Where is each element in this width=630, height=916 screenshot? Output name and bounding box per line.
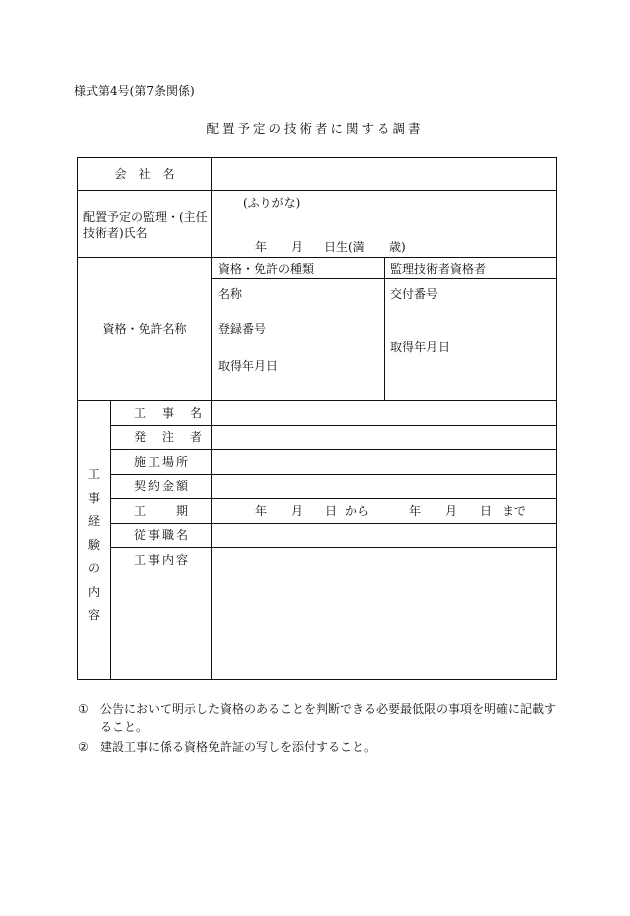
license-label: 資格・免許名称 — [102, 322, 187, 336]
issue-number-label: 交付番号 — [390, 287, 439, 301]
exp-line-5 — [111, 523, 557, 524]
label-divider — [211, 157, 212, 680]
row-label-location: 施工場所 — [134, 455, 191, 469]
license-col-divider — [384, 257, 385, 401]
client-field[interactable] — [213, 427, 555, 448]
birth-year-label: 年 — [255, 240, 268, 254]
company-name-field[interactable] — [213, 159, 555, 189]
exp-line-4 — [111, 498, 557, 499]
notes — [78, 700, 558, 756]
note-2: ② 建設工事に係る資格免許証の写しを添付すること。 — [78, 740, 377, 754]
birth-month-label: 月 — [291, 240, 304, 254]
row-label-work-content: 工事内容 — [134, 553, 191, 567]
license-type-header: 資格・免許の種類 — [218, 262, 315, 276]
row-line-2 — [77, 257, 557, 258]
engineer-name-label: 配置予定の監理・(主任技術者)氏名 — [83, 210, 208, 240]
age-label: 歳) — [389, 240, 406, 254]
border-right — [556, 157, 557, 680]
company-name-label: 会 社 名 — [114, 167, 175, 181]
row-label-contract-amount: 契約金額 — [134, 479, 191, 493]
experience-vertical-label: 工 事 経 験 の 内 容 — [87, 467, 100, 622]
location-field[interactable] — [213, 451, 555, 473]
position-field[interactable] — [213, 525, 555, 546]
experience-label-divider — [110, 400, 111, 680]
birth-day-label: 日生(満 — [324, 240, 365, 254]
exp-line-3 — [111, 474, 557, 475]
note-1: ① 公告において明示した資格のあることを判断できる必要最低限の事項を明確に記載すること。 — [78, 702, 557, 734]
document-title: 配置予定の技術者に関する調書 — [206, 121, 424, 136]
license-name-label: 名称 — [218, 287, 243, 301]
acquired-date-label: 取得年月日 — [218, 359, 279, 373]
acquired-date-right-label: 取得年月日 — [390, 340, 451, 354]
row-line-1 — [77, 190, 557, 191]
row-line-3 — [77, 400, 557, 401]
row-label-project-name: 工 事 名 — [134, 406, 205, 420]
furigana-label: (ふりがな) — [243, 196, 301, 210]
project-name-field[interactable] — [213, 402, 555, 424]
row-label-client: 発 注 者 — [134, 430, 205, 444]
border-top — [77, 157, 557, 158]
exp-line-2 — [111, 449, 557, 450]
form-number: 様式第4号(第7条関係) — [74, 84, 195, 98]
row-label-period: 工 期 — [134, 504, 191, 518]
registration-number-label: 登録番号 — [218, 322, 267, 336]
border-bottom — [77, 679, 557, 680]
row-label-position: 従事職名 — [134, 528, 191, 542]
supervisor-header: 監理技術者資格者 — [390, 262, 487, 276]
engineer-name-field[interactable] — [213, 192, 555, 256]
exp-line-1 — [111, 425, 557, 426]
work-content-field[interactable] — [213, 549, 555, 678]
exp-line-6 — [111, 547, 557, 548]
contract-amount-field[interactable] — [213, 476, 555, 497]
